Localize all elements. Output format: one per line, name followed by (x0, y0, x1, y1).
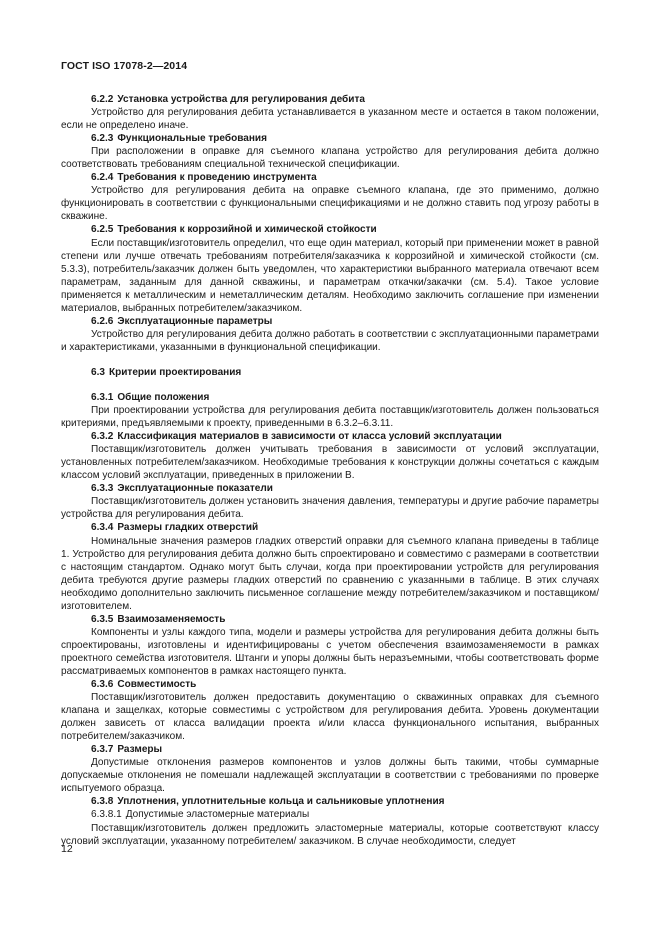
section-number: 6.3.5 (91, 613, 114, 625)
section-heading (61, 366, 599, 379)
section-number: 6.2.4 (91, 172, 114, 184)
paragraph: При расположении в оправке для съемного клапана устройство для регулирования дебита должно соответствовать требованиям специальной технической спецификации. (61, 146, 599, 171)
section-title: Требования к коррозийной и химической стойкости (117, 224, 377, 236)
paragraph: Поставщик/изготовитель должен установить значения давления, температуры и другие рабочие параметры устройства для регулирования дебита. (61, 496, 599, 521)
section-number: 6.2.5 (91, 224, 114, 236)
section-heading (61, 482, 599, 495)
section-heading (61, 678, 599, 691)
section-title: Эксплуатационные параметры (117, 315, 273, 327)
section-number: 6.3.3 (91, 483, 114, 495)
section-number: 6.2.6 (91, 315, 114, 327)
page-number: 12 (61, 843, 73, 855)
paragraph: Поставщик/изготовитель должен предоставить документацию о скважинных оправках для съемного клапана и защелках, которые совместимы с устройством для регулирования дебита. Уровень документации должен зависеть от класса валидации проекта и/или класса функционального испытания, выбранных потребителем/заказчиком. (61, 692, 599, 743)
section-number: 6.3.8 (91, 796, 114, 808)
section-heading (61, 613, 599, 626)
section-heading (61, 521, 599, 534)
section-heading (61, 430, 599, 443)
section-number: 6.3.1 (91, 391, 114, 403)
section-heading (61, 132, 599, 145)
section-title: Совместимость (117, 679, 197, 691)
section-heading (61, 223, 599, 236)
section-number: 6.2.2 (91, 94, 114, 105)
paragraph: Поставщик/изготовитель должен учитывать требования в зависимости от условий эксплуатации, установленных потребителем/заказчиком. Необходимые требования к конструкции должны сочетаться с каждым классом условий эксплуатации, приведенных в приложении В. (61, 444, 599, 482)
section-gap (61, 354, 599, 366)
section-title: Допустимые эластомерные материалы (125, 809, 310, 821)
section-heading (61, 315, 599, 328)
section-title: Общие положения (117, 391, 210, 403)
paragraph: Компоненты и узлы каждого типа, модели и размеры устройства для регулирования дебита должны быть спроектированы, изготовлены и идентифицированы с учетом обеспечения взаимозаменяемости в рамках проектного семейства изготовителя. Штанги и упоры должны быть неразъемными, чтобы соответствовать форме рассматриваемых компонентов в рамках настоящего пункта. (61, 626, 599, 677)
section-number: 6.3.2 (91, 431, 114, 443)
section-title: Эксплуатационные показатели (117, 483, 273, 495)
section-number: 6.3.4 (91, 522, 114, 534)
section-title: Размеры (117, 744, 163, 756)
paragraph: Поставщик/изготовитель должен предложить эластомерные материалы, которые соответствуют классу условий эксплуатации, указанному потребителем/ заказчиком. В случае необходимости, следует (61, 822, 599, 847)
section-heading (61, 391, 599, 404)
paragraph: Допустимые отклонения размеров компонентов и узлов должны быть такими, чтобы суммарные допускаемые отклонения не помешали надлежащей эксплуатации в соответствии с требованиями по проверке испытуемого образца. (61, 757, 599, 795)
section-number: 6.2.3 (91, 133, 114, 145)
paragraph: Если поставщик/изготовитель определил, что еще один материал, который при применении может в равной степени или лучше отвечать требованиям потребителя/заказчика к коррозийной и химической стойкости (см. 5.3.3), потребитель/заказчик должен быть уведомлен, что характеристики выбранного материала отвечают всем параметрам, заданным для данной скважины, и параметрам откачки/закачки (см. 5.4). Такое условие применяется к металлическим и неметаллическим деталям. Необходимо заключить соглашение при изменении материалов, выбранных потребителем/заказчиком. (61, 237, 599, 314)
section-title: Классификация материалов в зависимости от класса условий эксплуатации (117, 431, 502, 443)
section-title: Критерии проектирования (108, 366, 242, 378)
paragraph: Устройство для регулирования дебита на оправке съемного клапана, где это применимо, должно функционировать в соответствии с функциональными спецификациями и не должно ставить под угрозу работы в скважине. (61, 185, 599, 223)
section-heading (61, 795, 599, 808)
section-heading (61, 93, 599, 106)
section-number: 6.3.6 (91, 679, 114, 691)
section-title: Функциональные требования (117, 133, 267, 145)
section-gap (61, 379, 599, 391)
paragraph: Номинальные значения размеров гладких отверстий оправки для съемного клапана приведены в таблице 1. Устройство для регулирования дебита должно быть спроектировано и совместимо с размерами в соответствии с настоящим стандартом. Однако могут быть случаи, когда при проектировании устройств для регулирования дебита требуются другие размеры гладких отверстий по сравнению с указанными в таблице. В этих случаях необходимо дополнительно заключить письменное соглашение между потребителем/заказчиком и поставщиком/изготовителем. (61, 535, 599, 612)
section-title: Размеры гладких отверстий (117, 522, 259, 534)
section-number: 6.3.7 (91, 744, 114, 756)
paragraph: При проектировании устройства для регулирования дебита поставщик/изготовитель должен пользоваться критериями, предъявляемыми к проекту, приведенными в 6.3.2–6.3.11. (61, 405, 599, 430)
paragraph: Устройство для регулирования дебита устанавливается в указанном месте и остается в таком положении, если не определено иначе. (61, 107, 599, 132)
document-body (61, 93, 599, 848)
document-header: ГОСТ ISO 17078-2—2014 (61, 60, 188, 72)
section-number: 6.3.8.1 (91, 809, 122, 821)
section-heading (61, 171, 599, 184)
section-title: Требования к проведению инструмента (117, 172, 317, 184)
paragraph: Устройство для регулирования дебита должно работать в соответствии с эксплуатационными параметрами и характеристиками, указанными в функциональной спецификации. (61, 328, 599, 353)
section-title: Установка устройства для регулирования дебита (117, 94, 365, 105)
section-title: Взаимозаменяемость (117, 613, 226, 625)
section-title: Уплотнения, уплотнительные кольца и сальниковые уплотнения (117, 796, 445, 808)
section-number: 6.3 (91, 366, 105, 378)
section-heading (61, 743, 599, 756)
subsection-heading (61, 808, 599, 821)
